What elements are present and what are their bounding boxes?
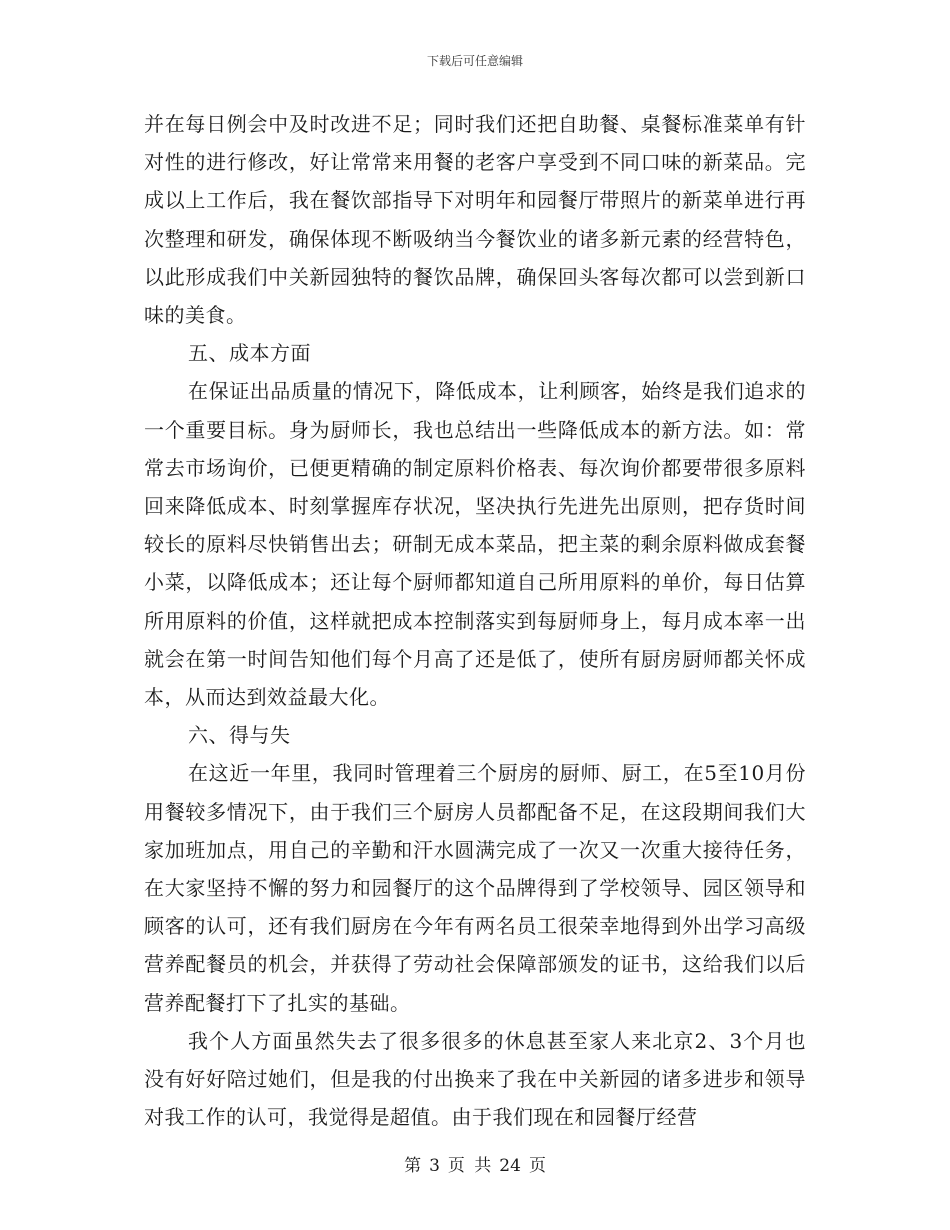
header-text: 下载后可任意编辑 [426,54,523,68]
page-footer [0,1155,950,1177]
footer-prefix: 第 [404,1156,422,1176]
footer-current-page: 3 [429,1156,440,1176]
section-heading-gains-losses: 六、得与失 [188,723,291,748]
document-body [144,105,806,1136]
footer-middle: 页 共 [447,1156,492,1176]
paragraph-personal: 我个人方面虽然失去了很多很多的休息甚至家人来北京2、3个月也没有好好陪过她们，但是我的付出换来了我在中关新园的诸多进步和领导对我工作的认可，我觉得是超值。由于我们现在和园餐厅经营 [144,1028,806,1130]
paragraph-cost: 在保证出品质量的情况下，降低成本，让利顾客，始终是我们追求的一个重要目标。身为厨师长，我也总结出一些降低成本的新方法。如：常常去市场询价，已便更精确的制定原料价格表、每次询价都要带很多原料回来降低成本、时刻掌握库存状况，坚决执行先进先出原则，把存货时间较长的原料尽快销售出去；研制无成本菜品，把主菜的剩余原料做成套餐小菜，以降低成本；还让每个厨师都知道自己所用原料的单价，每日估算所用原料的价值，这样就把成本控制落实到每厨师身上，每月成本率一出就会在第一时间告知他们每个月高了还是低了，使所有厨房厨师都关怀成本，从而达到效益最大化。 [144,379,806,710]
paragraph-continuation: 并在每日例会中及时改进不足；同时我们还把自助餐、桌餐标准菜单有针对性的进行修改，好让常常来用餐的老客户享受到不同口味的新菜品。完成以上工作后，我在餐饮部指导下对明年和园餐厅带照片的新菜单进行再次整理和研发，确保体现不断吸纳当今餐饮业的诸多新元素的经营特色，以此形成我们中关新园独特的餐饮品牌，确保回头客每次都可以尝到新口味的美食。 [144,112,806,328]
page-header [0,53,950,69]
footer-total-pages: 24 [499,1156,521,1176]
section-heading-cost: 五、成本方面 [188,341,311,366]
footer-suffix: 页 [528,1156,546,1176]
paragraph-gains-losses: 在这近一年里，我同时管理着三个厨房的厨师、厨工，在5至10月份用餐较多情况下，由于我们三个厨房人员都配备不足，在这段期间我们大家加班加点，用自己的辛勤和汗水圆满完成了一次又一次重大接待任务，在大家坚持不懈的努力和园餐厅的这个品牌得到了学校领导、园区领导和顾客的认可，还有我们厨房在今年有两名员工很荣幸地得到外出学习高级营养配餐员的机会，并获得了劳动社会保障部颁发的证书，这给我们以后营养配餐打下了扎实的基础。 [144,761,806,1015]
